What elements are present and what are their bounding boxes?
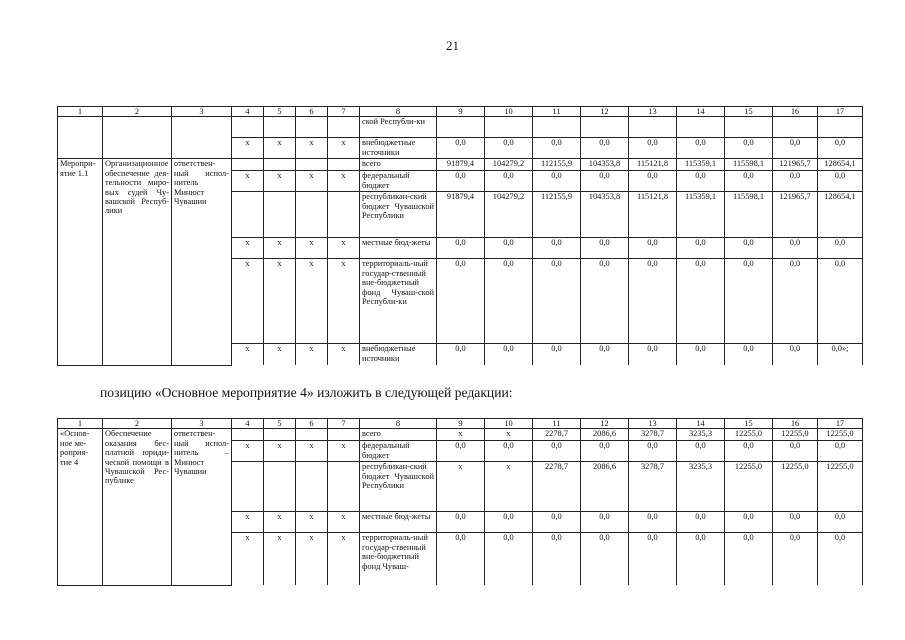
marker-cell: x (264, 344, 296, 366)
marker-cell: x (328, 533, 360, 586)
marker-cell: x (232, 171, 264, 192)
value-cell: 104353,8 (581, 192, 629, 238)
value-cell: 3235,3 (677, 429, 725, 441)
value-cell: 0,0 (581, 512, 629, 533)
marker-cell (328, 429, 360, 441)
column-header: 15 (725, 107, 773, 117)
funding-source: всего (360, 159, 437, 171)
funding-source: федеральный бюджет (360, 441, 437, 462)
column-header: 10 (485, 107, 533, 117)
marker-cell (328, 192, 360, 238)
value-cell: 115598,1 (725, 159, 773, 171)
value-cell: 0,0 (629, 441, 677, 462)
value-cell: 0,0 (533, 259, 581, 344)
value-cell: 112155,9 (533, 192, 581, 238)
column-header: 4 (232, 107, 264, 117)
marker-cell: x (328, 171, 360, 192)
value-cell: 0,0 (485, 441, 533, 462)
marker-cell: x (328, 238, 360, 259)
funding-source: федеральный бюджет (360, 171, 437, 192)
marker-cell (232, 192, 264, 238)
activity-description: Организационное обеспечение дея-тельности миро-вых судей Чу-вашской Респуб-лики (103, 159, 172, 366)
activity-name: Меропри-ятие 1.1 (58, 159, 103, 366)
marker-cell (296, 429, 328, 441)
marker-cell: x (328, 441, 360, 462)
value-cell: 0,0 (533, 533, 581, 586)
marker-cell (296, 462, 328, 512)
marker-cell (328, 462, 360, 512)
marker-cell: x (296, 171, 328, 192)
empty-cell (773, 117, 818, 138)
value-cell: x (485, 462, 533, 512)
value-cell: 0,0 (629, 259, 677, 344)
empty-cell (264, 117, 296, 138)
empty-cell (103, 117, 172, 159)
value-cell: 121965,7 (773, 192, 818, 238)
column-header: 12 (581, 107, 629, 117)
value-cell: 0,0 (677, 441, 725, 462)
value-cell: 115121,8 (629, 159, 677, 171)
column-header: 6 (296, 107, 328, 117)
marker-cell: x (264, 138, 296, 159)
empty-cell (818, 117, 863, 138)
marker-cell (264, 192, 296, 238)
value-cell: 0,0 (773, 441, 818, 462)
value-cell: 0,0 (581, 441, 629, 462)
value-cell: 0,0 (725, 238, 773, 259)
column-header: 10 (485, 419, 533, 429)
value-cell: 0,0 (437, 344, 485, 366)
marker-cell: x (296, 259, 328, 344)
value-cell: x (485, 429, 533, 441)
funding-source: внебюджетные источники (360, 344, 437, 366)
value-cell: 3278,7 (629, 462, 677, 512)
marker-cell: x (296, 238, 328, 259)
value-cell: 0,0 (773, 533, 818, 586)
marker-cell: x (264, 238, 296, 259)
marker-cell (232, 159, 264, 171)
value-cell: 0,0 (581, 259, 629, 344)
funding-source: внебюджетные источники (360, 138, 437, 159)
column-header: 11 (533, 107, 581, 117)
marker-cell: x (328, 138, 360, 159)
value-cell: 0,0 (581, 171, 629, 192)
marker-cell: x (296, 344, 328, 366)
marker-cell (264, 159, 296, 171)
value-cell: 0,0 (437, 238, 485, 259)
column-header: 4 (232, 419, 264, 429)
value-cell: 0,0 (773, 344, 818, 366)
value-cell: 104353,8 (581, 159, 629, 171)
value-cell: 0,0 (437, 259, 485, 344)
value-cell: 0,0 (725, 259, 773, 344)
column-header: 7 (328, 107, 360, 117)
value-cell: 128654,1 (818, 192, 863, 238)
column-header: 2 (103, 419, 172, 429)
funding-source: всего (360, 429, 437, 441)
value-cell: 0,0 (677, 344, 725, 366)
value-cell: 0,0 (818, 533, 863, 586)
funding-source: республикан-ский бюджет Чувашской Республики (360, 462, 437, 512)
value-cell: 0,0 (581, 344, 629, 366)
value-cell: 128654,1 (818, 159, 863, 171)
value-cell: 0,0 (485, 259, 533, 344)
funding-source: ской Республи-ки (360, 117, 437, 138)
budget-table-activity-1-1 (57, 106, 863, 366)
column-header: 17 (818, 107, 863, 117)
empty-cell (437, 117, 485, 138)
column-header: 15 (725, 419, 773, 429)
value-cell: 0,0 (818, 441, 863, 462)
marker-cell: x (296, 441, 328, 462)
value-cell: 0,0 (485, 533, 533, 586)
column-header: 7 (328, 419, 360, 429)
value-cell: 12255,0 (725, 429, 773, 441)
marker-cell: x (232, 259, 264, 344)
marker-cell: x (232, 344, 264, 366)
column-header: 2 (103, 107, 172, 117)
value-cell: 0,0 (485, 171, 533, 192)
marker-cell (264, 429, 296, 441)
marker-cell: x (264, 533, 296, 586)
empty-cell (232, 117, 264, 138)
value-cell: 0,0 (725, 441, 773, 462)
value-cell: 104279,2 (485, 159, 533, 171)
responsible-executor: ответствен-ный испол-нитель Минюст Чувашии (172, 159, 232, 366)
value-cell: 0,0 (773, 138, 818, 159)
value-cell: 0,0 (629, 238, 677, 259)
column-header: 9 (437, 107, 485, 117)
value-cell: 0,0 (818, 138, 863, 159)
value-cell: 0,0 (533, 238, 581, 259)
empty-cell (725, 117, 773, 138)
value-cell: 0,0 (773, 259, 818, 344)
value-cell: 12255,0 (773, 429, 818, 441)
marker-cell: x (264, 171, 296, 192)
value-cell: 0,0 (437, 441, 485, 462)
empty-cell (58, 117, 103, 159)
marker-cell: x (232, 138, 264, 159)
value-cell: 0,0 (629, 512, 677, 533)
column-header: 11 (533, 419, 581, 429)
empty-cell (328, 117, 360, 138)
column-header: 1 (58, 107, 103, 117)
value-cell: 0,0 (629, 138, 677, 159)
value-cell: 0,0 (773, 512, 818, 533)
marker-cell: x (232, 441, 264, 462)
marker-cell: x (264, 259, 296, 344)
value-cell: 0,0 (629, 171, 677, 192)
funding-source: местные бюд-жеты (360, 238, 437, 259)
value-cell: 12255,0 (725, 462, 773, 512)
budget-table-main-activity-4 (57, 418, 863, 586)
marker-cell: x (296, 533, 328, 586)
empty-cell (533, 117, 581, 138)
table-row (58, 117, 863, 138)
value-cell: 0,0 (677, 238, 725, 259)
column-header: 12 (581, 419, 629, 429)
amendment-instruction: позицию «Основное мероприятие 4» изложить в следующей редакции: (100, 385, 513, 400)
empty-cell (629, 117, 677, 138)
marker-cell: x (328, 512, 360, 533)
column-header: 14 (677, 107, 725, 117)
column-header: 14 (677, 419, 725, 429)
value-cell: 115359,1 (677, 159, 725, 171)
marker-cell: x (232, 512, 264, 533)
value-cell: 0,0 (533, 344, 581, 366)
value-cell: 2278,7 (533, 429, 581, 441)
empty-cell (677, 117, 725, 138)
value-cell: 0,0 (725, 171, 773, 192)
value-cell: 2086,6 (581, 429, 629, 441)
value-cell: 12255,0 (818, 462, 863, 512)
value-cell: 0,0 (533, 171, 581, 192)
marker-cell (232, 462, 264, 512)
header-row (58, 419, 863, 429)
value-cell: 0,0 (677, 138, 725, 159)
column-header: 5 (264, 419, 296, 429)
value-cell: 115598,1 (725, 192, 773, 238)
page-number: 21 (446, 38, 459, 53)
value-cell: 12255,0 (818, 429, 863, 441)
value-cell: 3278,7 (629, 429, 677, 441)
value-cell: 0,0 (437, 533, 485, 586)
empty-cell (172, 117, 232, 159)
header-row (58, 107, 863, 117)
marker-cell: x (264, 441, 296, 462)
table-row (58, 159, 863, 171)
column-header: 16 (773, 107, 818, 117)
value-cell: 0,0 (581, 533, 629, 586)
funding-source: территориаль-ный государ-ственный вне-бюджетный фонд Чуваш- (360, 533, 437, 586)
value-cell: 2086,6 (581, 462, 629, 512)
value-cell: 91879,4 (437, 159, 485, 171)
table-row (58, 429, 863, 441)
value-cell: 0,0 (677, 259, 725, 344)
value-cell: 0,0 (725, 344, 773, 366)
column-header: 3 (172, 107, 232, 117)
activity-name: «Основ-ное ме-роприя-тие 4 (58, 429, 103, 586)
value-cell: 0,0 (485, 138, 533, 159)
value-cell: x (437, 429, 485, 441)
column-header: 8 (360, 107, 437, 117)
marker-cell: x (328, 344, 360, 366)
column-header: 8 (360, 419, 437, 429)
value-cell: 0,0 (533, 441, 581, 462)
marker-cell (296, 159, 328, 171)
value-cell: 0,0 (581, 238, 629, 259)
value-cell: 104279,2 (485, 192, 533, 238)
value-cell: 12255,0 (773, 462, 818, 512)
value-cell: 121965,7 (773, 159, 818, 171)
column-header: 3 (172, 419, 232, 429)
funding-source: территориаль-ный государ-ственный вне-бюджетный фонд Чуваш-ской Республи-ки (360, 259, 437, 344)
value-cell: 112155,9 (533, 159, 581, 171)
value-cell: 0,0 (677, 512, 725, 533)
value-cell: 0,0 (485, 238, 533, 259)
empty-cell (296, 117, 328, 138)
value-cell: 0,0 (725, 533, 773, 586)
column-header: 1 (58, 419, 103, 429)
column-header: 6 (296, 419, 328, 429)
marker-cell: x (296, 512, 328, 533)
value-cell: 0,0 (629, 344, 677, 366)
marker-cell: x (264, 512, 296, 533)
marker-cell: x (232, 238, 264, 259)
column-header: 5 (264, 107, 296, 117)
value-cell: 0,0 (437, 512, 485, 533)
column-header: 9 (437, 419, 485, 429)
marker-cell (264, 462, 296, 512)
value-cell: 0,0 (437, 171, 485, 192)
value-cell: 91879,4 (437, 192, 485, 238)
value-cell: 0,0 (818, 238, 863, 259)
marker-cell (232, 429, 264, 441)
value-cell: 3235,3 (677, 462, 725, 512)
value-cell: 0,0»; (818, 344, 863, 366)
value-cell: 0,0 (773, 238, 818, 259)
value-cell: 0,0 (818, 259, 863, 344)
value-cell: 2278,7 (533, 462, 581, 512)
value-cell: 0,0 (485, 344, 533, 366)
value-cell: 0,0 (533, 138, 581, 159)
responsible-executor: ответствен-ный испол-нитель – Минюст Чувашии (172, 429, 232, 586)
marker-cell (296, 192, 328, 238)
marker-cell (328, 159, 360, 171)
value-cell: 0,0 (677, 171, 725, 192)
value-cell: 0,0 (581, 138, 629, 159)
column-header: 17 (818, 419, 863, 429)
marker-cell: x (296, 138, 328, 159)
value-cell: x (437, 462, 485, 512)
column-header: 13 (629, 107, 677, 117)
funding-source: местные бюд-жеты (360, 512, 437, 533)
value-cell: 0,0 (773, 171, 818, 192)
value-cell: 0,0 (818, 171, 863, 192)
funding-source: республикан-ский бюджет Чувашской Республики (360, 192, 437, 238)
value-cell: 0,0 (677, 533, 725, 586)
value-cell: 115359,1 (677, 192, 725, 238)
value-cell: 0,0 (533, 512, 581, 533)
activity-description: Обеспечение оказания бес-платной юриди-ческой помощи в Чувашской Рес-публике (103, 429, 172, 586)
column-header: 13 (629, 419, 677, 429)
value-cell: 115121,8 (629, 192, 677, 238)
marker-cell: x (232, 533, 264, 586)
value-cell: 0,0 (629, 533, 677, 586)
value-cell: 0,0 (725, 138, 773, 159)
value-cell: 0,0 (818, 512, 863, 533)
marker-cell: x (328, 259, 360, 344)
empty-cell (581, 117, 629, 138)
column-header: 16 (773, 419, 818, 429)
value-cell: 0,0 (725, 512, 773, 533)
value-cell: 0,0 (437, 138, 485, 159)
empty-cell (485, 117, 533, 138)
value-cell: 0,0 (485, 512, 533, 533)
